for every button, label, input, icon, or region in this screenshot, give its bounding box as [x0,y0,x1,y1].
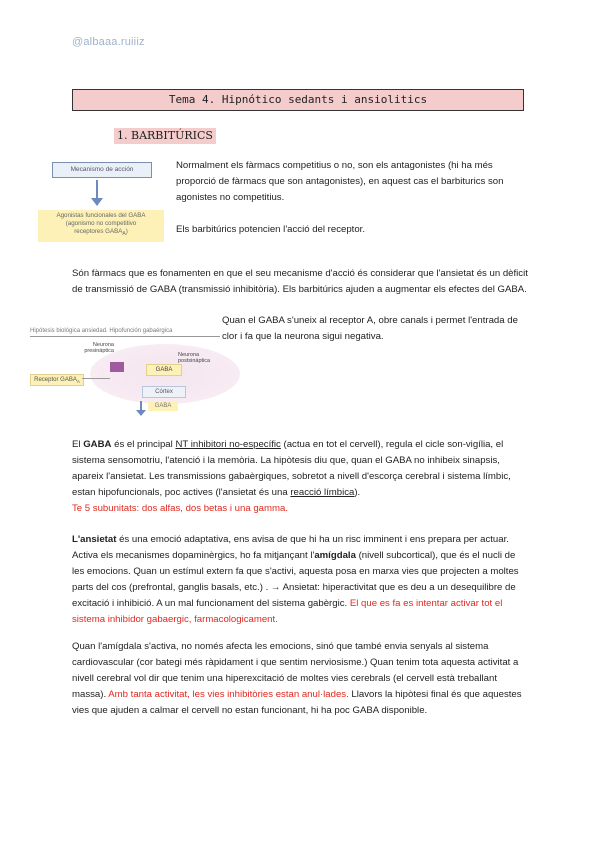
paragraph-receptor: Quan el GABA s'uneix al receptor A, obre canals i permet l'entrada de clor i fa que la neurona sigui negativa. [222,315,518,342]
amigdala-red-note: Amb tanta activitat, les vies inhibitòries estan anul·lades. [108,689,349,700]
reaccio-limbica-link: reacció límbica [290,487,355,498]
gaba-lower-box: GABA [148,401,178,411]
postsynaptic-label: Neurona postsináptica [178,352,211,364]
cortex-box: Córtex [142,386,186,398]
paragraph-ansietat: L'ansietat és una emoció adaptativa, ens avisa de que hi ha un risc imminent i ens prepara per actuar. Activa els mecanismes dopaminèrgics, ho fa mitjançant l'amígdala (nivell subcortical), que és el nucli de les emocions. Quan un estímul extern fa que s'activi, aquesta posa en marxa vies que projecten a moltes parts del cos (prefrontal, ganglis basals, etc.) . → Ansietat: hiperactivitat que es deu a un desequilibre de excitació i inhibició. A un mal funcionament del sistema gabèrgic. El que es fa es intentar activar tot el sistema inhibidor gabaergic, farmacologicament. [72,534,519,625]
intro-paragraph-2: Els barbitúrics potencien l'acció del receptor. [176,224,366,235]
arrowhead-icon [91,198,103,206]
agonist-box [38,210,164,242]
paragraph-gaba: El GABA és el principal NT inhibitori no-específic (actua en tot el cervell), regula el cicle son-vigília, el sistema sensomotriu, l'atenció i la memòria. La hipòtesis diu que, quan el GABA no inhibeix sinapsis, apareix l'ansietat. Les transmissions gabaèrgiques, sobretot a nivell d'escorça cerebral i sistema límbic, estan hipofuncionals, poc actives (l'ansietat és una reacció límbica). Te 5 subunitats: dos alfas, dos betas i una gamma. [72,439,511,514]
section-heading: 1. BARBITÚRICS [114,128,216,144]
ansietat-red-note: El que es fa es intentar activar tot el sistema inhibidor gabaergic, farmacologicament. [72,598,503,625]
receptor-line [82,378,110,379]
nt-inhibitori-link: NT inhibitori no-específic [175,439,281,450]
vesicle-icon [110,362,124,372]
receptor-box: Receptor $GABA_A$ [30,374,84,386]
gaba-inner-box: GABA [146,364,182,376]
gaba-hypothesis-diagram [30,326,220,420]
paragraph-amigdala: Quan l'amígdala s'activa, no només afecta les emocions, sinó que també envia senyals al sistema cardiovascular (cor bategi més ràpidament i que sentim nerviosisme.) Quan tenim tota aquesta activitat a nivell cerebral vol dir que tenim una hiperexcitació de moltes vies cerebrals (el cervell està treballant massa). Amb tanta activitat, les vies inhibitòries estan anul·lades. Llavors la hipòtesi final és que aquestes vies que ajuden a calmar el cervell no estan funcionant, hi ha poc GABA disponible. [72,641,522,716]
intro-paragraph-1: Normalment els fàrmacs competitius o no, son els antagonistes (hi ha més proporció de fàrmacs que son antagonistes), en aquest cas el barbiturics son agonistes no competitius. [176,160,504,203]
mechanism-box: Mecanismo de acción [52,162,152,178]
paragraph-mechanism: Són fàrmacs que es fonamenten en que el seu mecanisme d'acció és considerar que l'ansietat és un dèficit de transmissió de GABA (transmissió inhibitòria). Els barbitúrics ajuden a augmentar els efectes del GABA. [72,268,528,295]
presynaptic-label: Neurona presináptica [84,342,114,354]
agonist-line-3: receptores $GABA_A$) [74,228,128,238]
diagram-title: Hipótesis biológica ansiedad. Hipofunción gabaérgica [30,326,220,337]
agonist-line-1: Agonistas funcionales del GABA [56,212,146,219]
arrowhead-2-icon [136,410,146,416]
author-handle: @albaaa.ruiiiz [72,36,145,48]
subunits-note: Te 5 subunitats: dos alfas, dos betas i una gamma. [72,503,288,514]
page-title: Tema 4. Hipnótico sedants i ansiolitics [72,89,524,111]
agonist-line-2: (agonismo no competitivo [65,220,137,227]
